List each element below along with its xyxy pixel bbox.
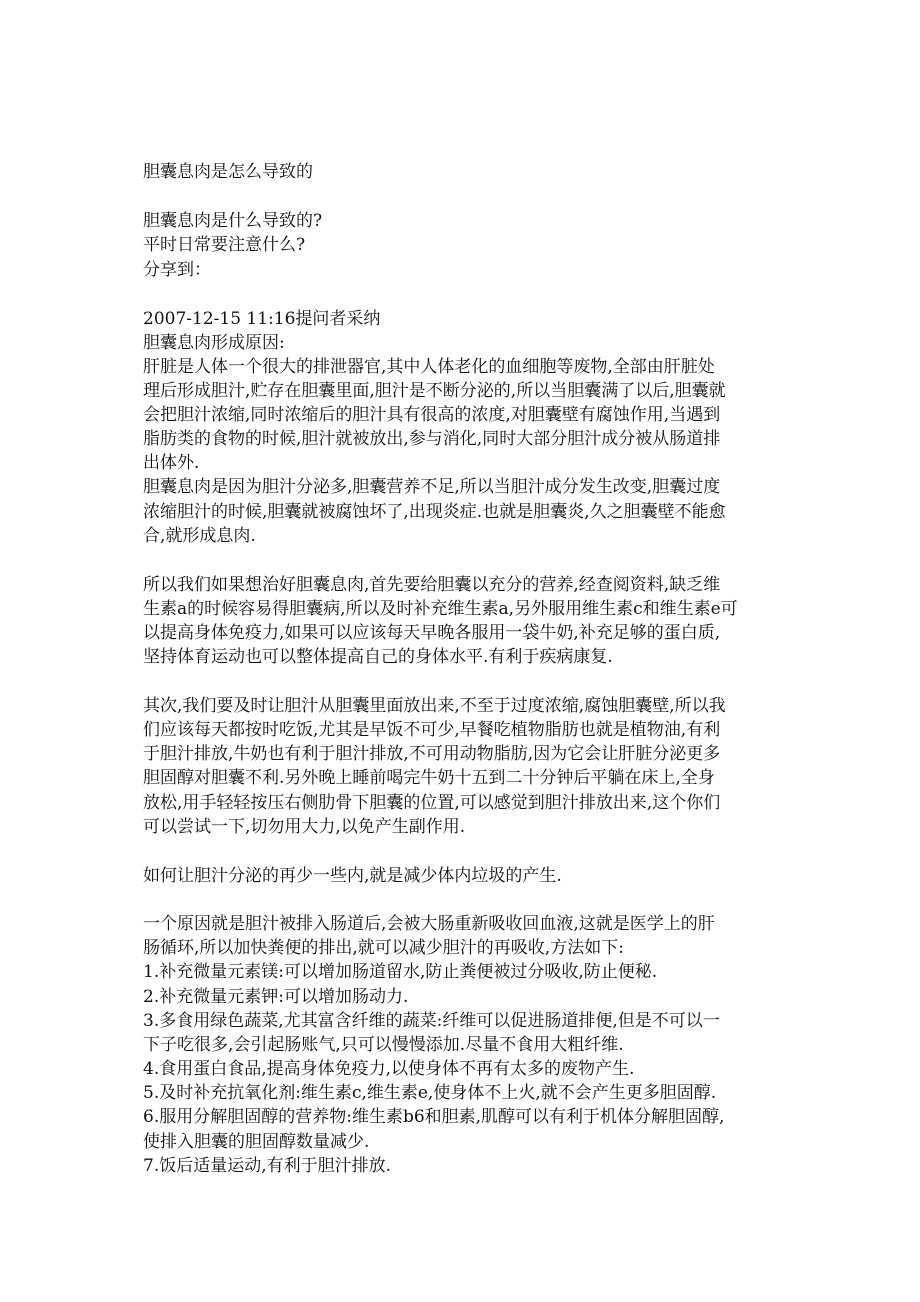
paragraph-line: 以提高身体免疫力,如果可以应该每天早晚各服用一袋牛奶,补充足够的蛋白质, <box>143 623 721 643</box>
paragraph-line: 肠循环,所以加快粪便的排出,就可以减少胆汁的再吸收,方法如下: <box>143 938 624 958</box>
paragraph-line: 合,就形成息肉. <box>143 526 256 546</box>
list-item: 4.食用蛋白食品,提高身体免疫力,以使身体不再有太多的废物产生. <box>143 1059 635 1079</box>
doc-title: 胆囊息肉是怎么导致的 <box>143 162 313 182</box>
paragraph-line: 肝脏是人体一个很大的排泄器官,其中人体老化的血细胞等废物,全部由肝脏处 <box>143 357 715 377</box>
list-item: 3.多食用绿色蔬菜,尤其富含纤维的蔬菜:纤维可以促进肠道排便,但是不可以一 <box>143 1011 720 1031</box>
list-item: 6.服用分解胆固醇的营养物:维生素b6和胆素,肌醇可以有利于机体分解胆固醇, <box>143 1107 725 1127</box>
paragraph-line: 脂肪类的食物的时候,胆汁就被放出,参与消化,同时大部分胆汁成分被从肠道排 <box>143 429 721 449</box>
paragraph-line: 胆囊息肉是因为胆汁分泌多,胆囊营养不足,所以当胆汁成分发生改变,胆囊过度 <box>143 477 721 497</box>
question-line: 平时日常要注意什么? <box>143 235 306 255</box>
paragraph-line: 会把胆汁浓缩,同时浓缩后的胆汁具有很高的浓度,对胆囊壁有腐蚀作用,当遇到 <box>143 405 721 425</box>
list-item: 5.及时补充抗氧化剂:维生素c,维生素e,使身体不上火,就不会产生更多胆固醇. <box>143 1083 717 1103</box>
paragraph-line: 们应该每天都按时吃饭,尤其是早饭不可少,早餐吃植物脂肪也就是植物油,有利 <box>143 720 721 740</box>
paragraph-line: 其次,我们要及时让胆汁从胆囊里面放出来,不至于过度浓缩,腐蚀胆囊壁,所以我 <box>143 696 726 716</box>
paragraph-line: 坚持体育运动也可以整体提高自己的身体水平.有利于疾病康复. <box>143 647 613 667</box>
question-line: 胆囊息肉是什么导致的? <box>143 211 323 231</box>
paragraph-line: 一个原因就是胆汁被排入肠道后,会被大肠重新吸收回血液,这就是医学上的肝 <box>143 914 715 934</box>
cause-heading: 胆囊息肉形成原因: <box>143 333 285 353</box>
paragraph-line: 放松,用手轻轻按压右侧肋骨下胆囊的位置,可以感觉到胆汁排放出来,这个你们 <box>143 793 721 813</box>
paragraph-line: 出体外. <box>143 453 200 473</box>
answer-meta: 2007-12-15 11:16提问者采纳 <box>143 309 381 329</box>
list-item: 下子吃很多,会引起肠账气,只可以慢慢添加.尽量不食用大粗纤维. <box>143 1035 624 1055</box>
paragraph-line: 所以我们如果想治好胆囊息肉,首先要给胆囊以充分的营养,经查阅资料,缺乏维 <box>143 575 721 595</box>
paragraph-line: 理后形成胆汁,贮存在胆囊里面,胆汁是不断分泌的,所以当胆囊满了以后,胆囊就 <box>143 381 726 401</box>
paragraph-line: 于胆汁排放,牛奶也有利于胆汁排放,不可用动物脂肪,因为它会让肝脏分泌更多 <box>143 744 721 764</box>
list-item: 使排入胆囊的胆固醇数量减少. <box>143 1132 370 1152</box>
paragraph-line: 生素a的时候容易得胆囊病,所以及时补充维生素a,另外服用维生素c和维生素e可 <box>143 599 738 619</box>
paragraph-line: 可以尝试一下,切勿用大力,以免产生副作用. <box>143 817 466 837</box>
paragraph-line: 如何让胆汁分泌的再少一些内,就是减少体内垃圾的产生. <box>143 866 562 886</box>
list-item: 7.饭后适量运动,有利于胆汁排放. <box>143 1156 392 1176</box>
share-label: 分享到： <box>143 260 211 280</box>
list-item: 2.补充微量元素钾:可以增加肠动力. <box>143 987 409 1007</box>
paragraph-line: 胆固醇对胆囊不利.另外晚上睡前喝完牛奶十五到二十分钟后平躺在床上,全身 <box>143 768 715 788</box>
list-item: 1.补充微量元素镁:可以增加肠道留水,防止粪便被过分吸收,防止便秘. <box>143 962 658 982</box>
paragraph-line: 浓缩胆汁的时候,胆囊就被腐蚀坏了,出现炎症.也就是胆囊炎,久之胆囊壁不能愈 <box>143 502 726 522</box>
